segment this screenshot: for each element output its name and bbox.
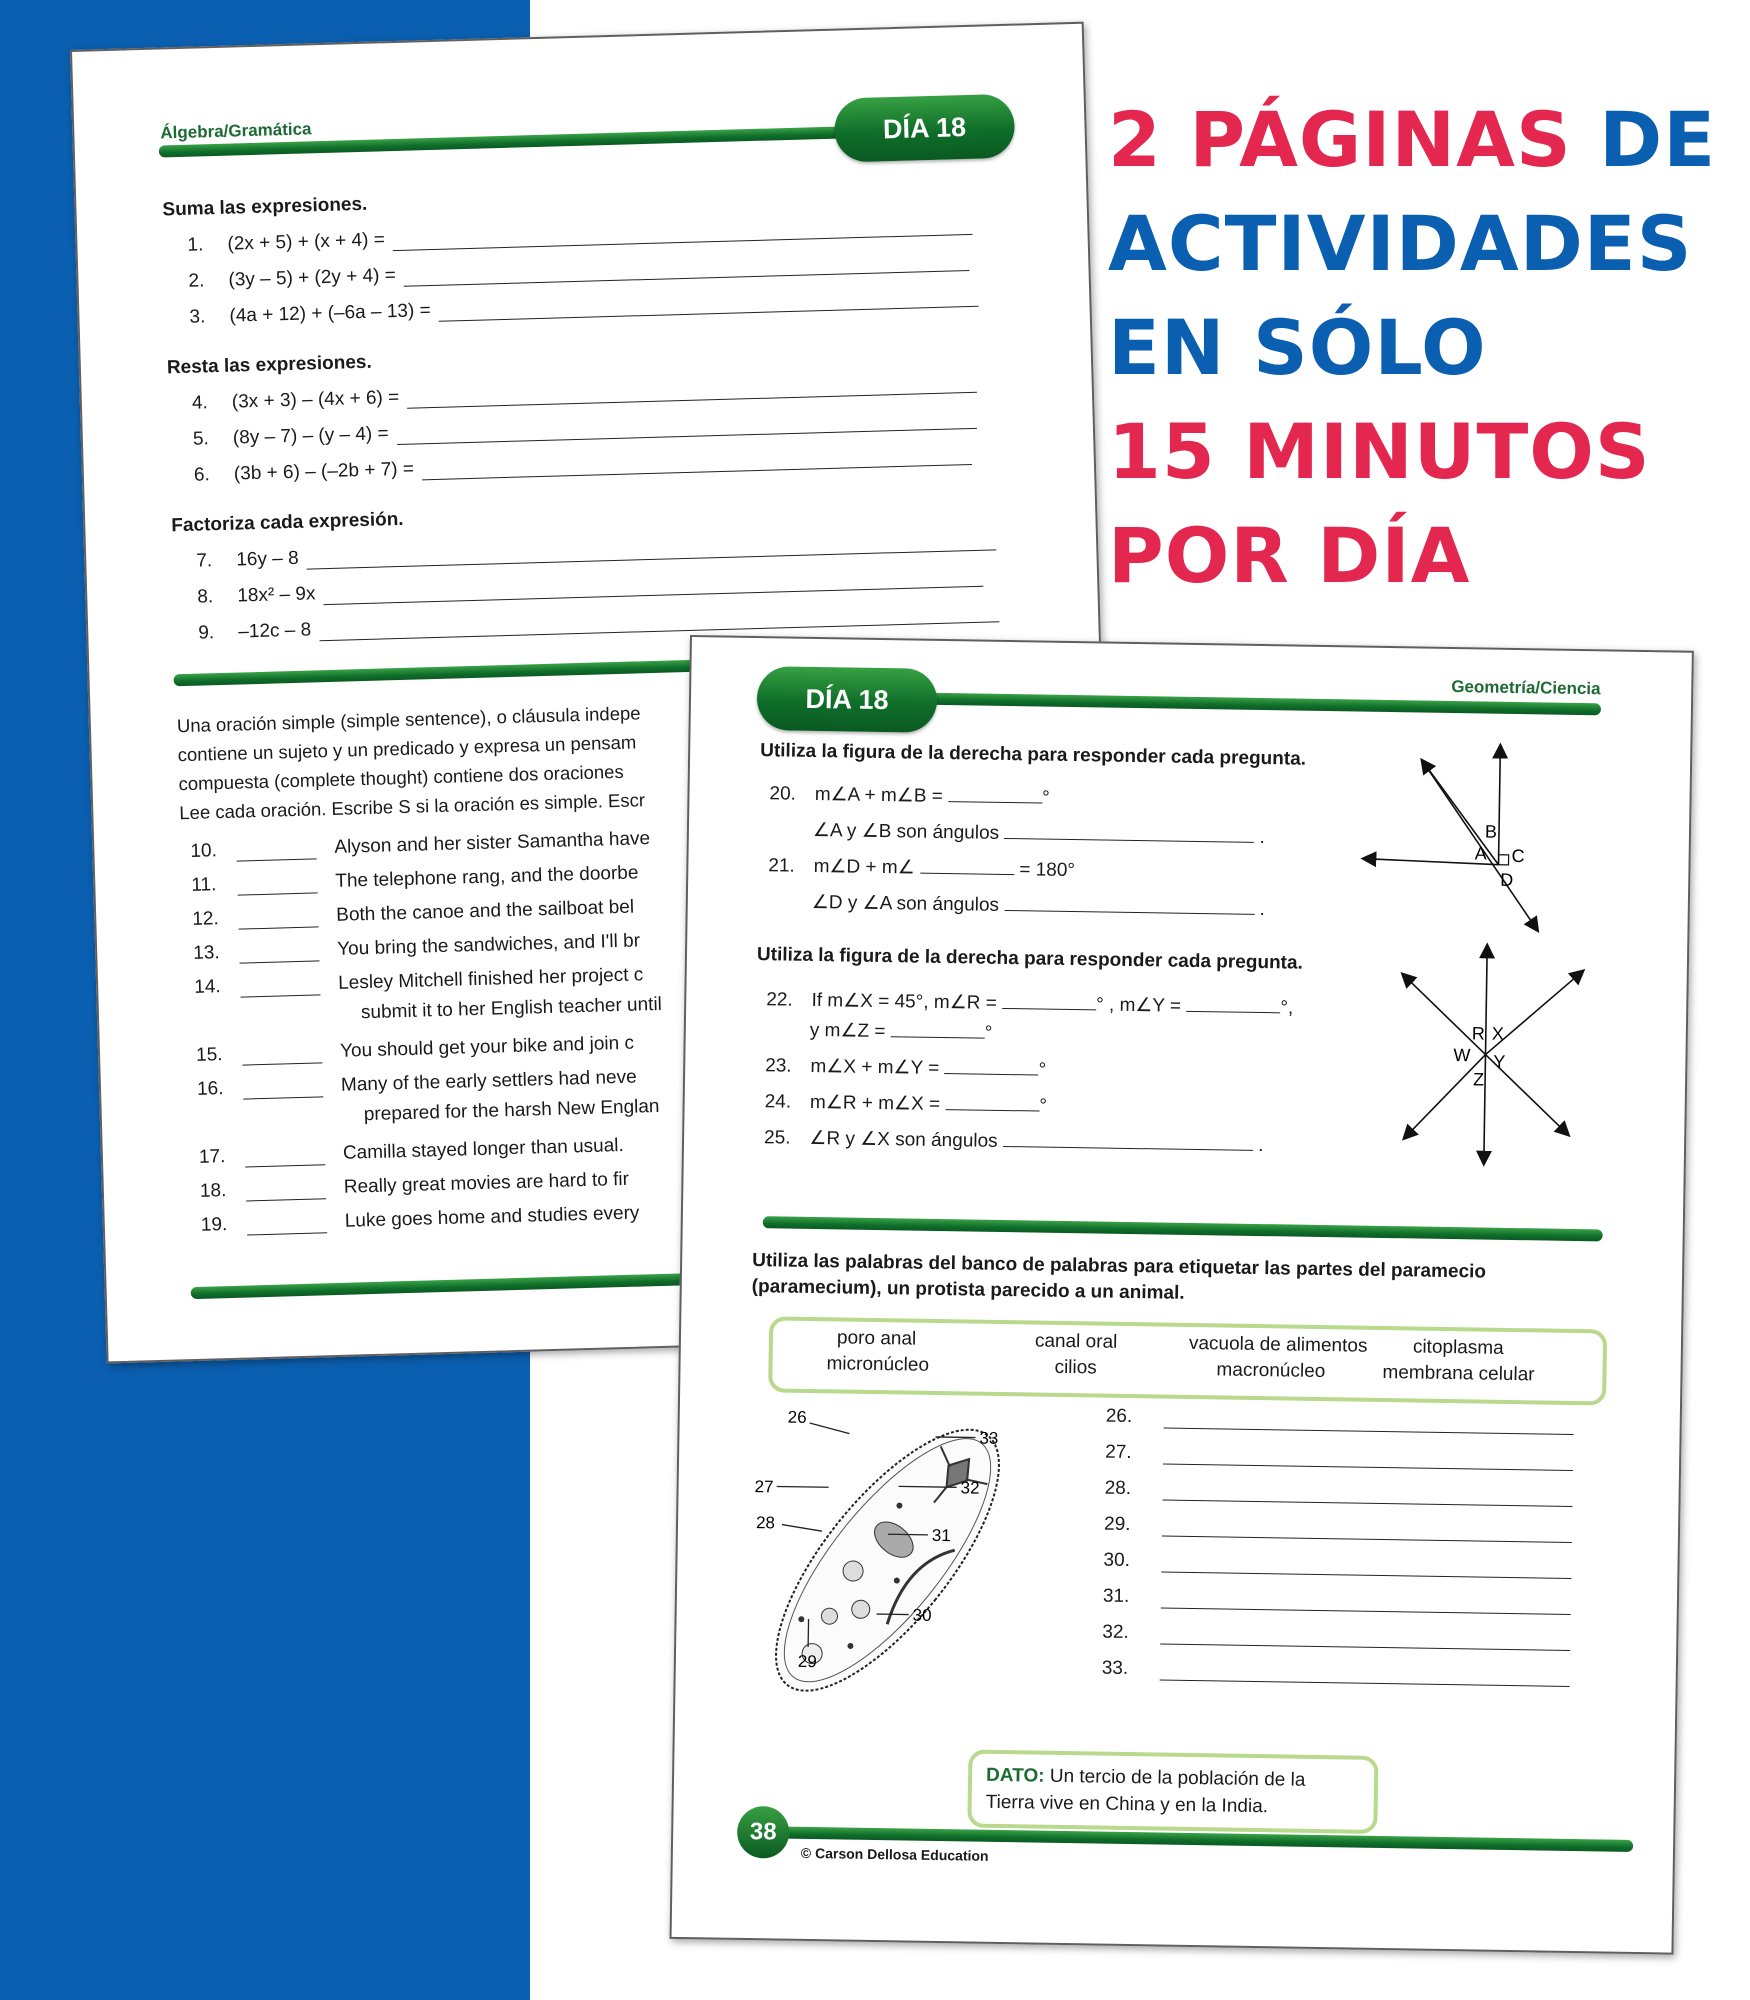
sentence-15: 15. You should get your bike and join c: [195, 1032, 635, 1066]
angle-figure-2: [1384, 938, 1608, 1171]
question-23: 23. m∠X + m∠Y = °: [765, 1055, 1047, 1081]
sentence-14-cont: submit it to her English teacher until: [360, 993, 663, 1024]
bank-word: poro anal: [836, 1327, 917, 1350]
sentence-11: 11. The telephone rang, and the doorbe: [191, 862, 639, 896]
question-21b: ∠D y ∠A son ángulos .: [811, 891, 1265, 921]
label-D: D: [1500, 869, 1514, 890]
bank-word: macronúcleo: [1216, 1359, 1326, 1383]
bank-word: canal oral: [1034, 1330, 1118, 1353]
diagram-label-26: 26: [787, 1407, 807, 1427]
paramecium-diagram: [735, 1398, 1020, 1732]
instruction-factor: Factoriza cada expresión.: [171, 508, 404, 537]
bank-word: citoplasma: [1412, 1336, 1504, 1359]
bank-word: membrana celular: [1382, 1361, 1535, 1386]
label-W: W: [1453, 1045, 1471, 1066]
diagram-label-32: 32: [960, 1478, 980, 1498]
exercise-7: 7. 16y – 8: [196, 528, 997, 572]
diagram-label-29: 29: [797, 1651, 817, 1672]
section-divider: [763, 1216, 1603, 1241]
exercise-3: 3. (4a + 12) + (–6a – 13) =: [189, 285, 979, 329]
sentence-19: 19. Luke goes home and studies every: [200, 1202, 640, 1236]
sentence-18: 18. Really great movies are hard to fir: [199, 1168, 630, 1202]
answer-33: 33.: [1102, 1658, 1570, 1687]
sentence-14: 14. Lesley Mitchell finished her project c: [193, 964, 644, 998]
fact-box: DATO: Un tercio de la población de la Tierra vive en China y en la India.: [967, 1750, 1378, 1834]
exercise-1: 1. (2x + 5) + (x + 4) =: [187, 213, 973, 257]
label-Z: Z: [1472, 1069, 1485, 1090]
sentence-16: 16. Many of the early settlers had neve: [196, 1066, 637, 1100]
sentence-12: 12. Both the canoe and the sailboat bel: [192, 896, 635, 930]
headline-line1b: DE: [1599, 95, 1717, 184]
grammar-paragraph: Una oración simple (simple sentence), o cláusula indepe contiene un sujeto y un predicado y expresa un pensam compuesta (complete thought) contiene dos oraciones Lee cada oración. Escribe S si la oración es simple. Escr: [176, 702, 646, 824]
exercise-9: 9. –12c – 8: [198, 600, 999, 644]
exercise-4: 4. (3x + 3) – (4x + 6) =: [192, 371, 978, 415]
day-badge: DÍA 18: [757, 666, 938, 733]
copyright: © Carson Dellosa Education: [800, 1844, 989, 1864]
bank-word: vacuola de alimentos: [1188, 1332, 1368, 1357]
instruction-bank-2: (paramecium), un protista parecido a un animal.: [751, 1276, 1185, 1304]
day-badge: DÍA 18: [834, 94, 1016, 163]
diagram-label-27: 27: [754, 1477, 774, 1497]
label-X: X: [1491, 1023, 1505, 1044]
answer-27: 27.: [1105, 1442, 1573, 1471]
instruction-add: Suma las expresiones.: [162, 193, 368, 221]
sentence-16-cont: prepared for the harsh New Englan: [363, 1095, 660, 1126]
label-B: B: [1484, 821, 1498, 842]
label-A: A: [1474, 843, 1487, 864]
word-bank: [768, 1316, 1607, 1405]
fact-label: DATO:: [985, 1764, 1045, 1787]
question-22: 22. If m∠X = 45°, m∠R = ° , m∠Y = °,: [766, 989, 1294, 1019]
instruction-figure-2: Utiliza la figura de la derecha para responder cada pregunta.: [756, 944, 1303, 974]
worksheet-page-geometry: [670, 635, 1694, 1955]
diagram-label-28: 28: [755, 1513, 776, 1533]
label-R: R: [1471, 1023, 1485, 1044]
instruction-bank-1: Utiliza las palabras del banco de palabras para etiquetar las partes del paramecio: [752, 1250, 1487, 1283]
diagram-label-33: 33: [979, 1428, 999, 1448]
answer-31: 31.: [1103, 1586, 1571, 1615]
question-20b: ∠A y ∠B son ángulos .: [812, 819, 1266, 849]
headline-line3: EN SÓLO: [1108, 303, 1487, 392]
answer-30: 30.: [1103, 1550, 1571, 1579]
question-21a: 21. m∠D + m∠ = 180°: [768, 855, 1076, 882]
label-Y: Y: [1493, 1051, 1506, 1072]
headline-line1a: 2 PÁGINAS: [1108, 95, 1572, 184]
answer-28: 28.: [1104, 1478, 1572, 1507]
instruction-subtract: Resta las expresiones.: [166, 351, 373, 379]
page-number: 38: [737, 1806, 790, 1859]
diagram-label-30: 30: [912, 1605, 932, 1625]
exercise-5: 5. (8y – 7) – (y – 4) =: [193, 407, 977, 451]
subject-label: Geometría/Ciencia: [1451, 676, 1601, 699]
sentence-10: 10. Alyson and her sister Samantha have: [190, 828, 651, 862]
exercise-2: 2. (3y – 5) + (2y + 4) =: [188, 249, 970, 293]
answer-29: 29.: [1104, 1514, 1572, 1543]
exercise-6: 6. (3b + 6) – (–2b + 7) =: [194, 443, 972, 487]
angle-figure-1: [1347, 737, 1650, 942]
bank-word: cilios: [1054, 1356, 1097, 1379]
headline-line4: 15 MINUTOS: [1108, 407, 1651, 496]
subject-label: Álgebra/Gramática: [160, 119, 312, 143]
question-24: 24. m∠R + m∠X = °: [764, 1091, 1048, 1117]
instruction-figure-1: Utiliza la figura de la derecha para responder cada pregunta.: [760, 740, 1307, 770]
bank-word: micronúcleo: [826, 1353, 930, 1376]
question-20a: 20. m∠A + m∠B = °: [769, 783, 1050, 809]
diagram-label-31: 31: [931, 1525, 951, 1546]
exercise-8: 8. 18x² – 9x: [197, 565, 983, 609]
headline-line2: ACTIVIDADES: [1108, 199, 1693, 288]
answer-26: 26.: [1106, 1406, 1574, 1435]
sentence-17: 17. Camilla stayed longer than usual.: [198, 1134, 625, 1168]
answer-32: 32.: [1102, 1622, 1570, 1651]
headline: [1108, 88, 1748, 608]
question-25: 25. ∠R y ∠X son ángulos .: [763, 1127, 1264, 1157]
question-22b: y m∠Z = °: [809, 1019, 993, 1044]
label-C: C: [1511, 845, 1525, 867]
sentence-13: 13. You bring the sandwiches, and I'll br: [192, 930, 641, 964]
headline-line5: POR DÍA: [1108, 511, 1471, 600]
